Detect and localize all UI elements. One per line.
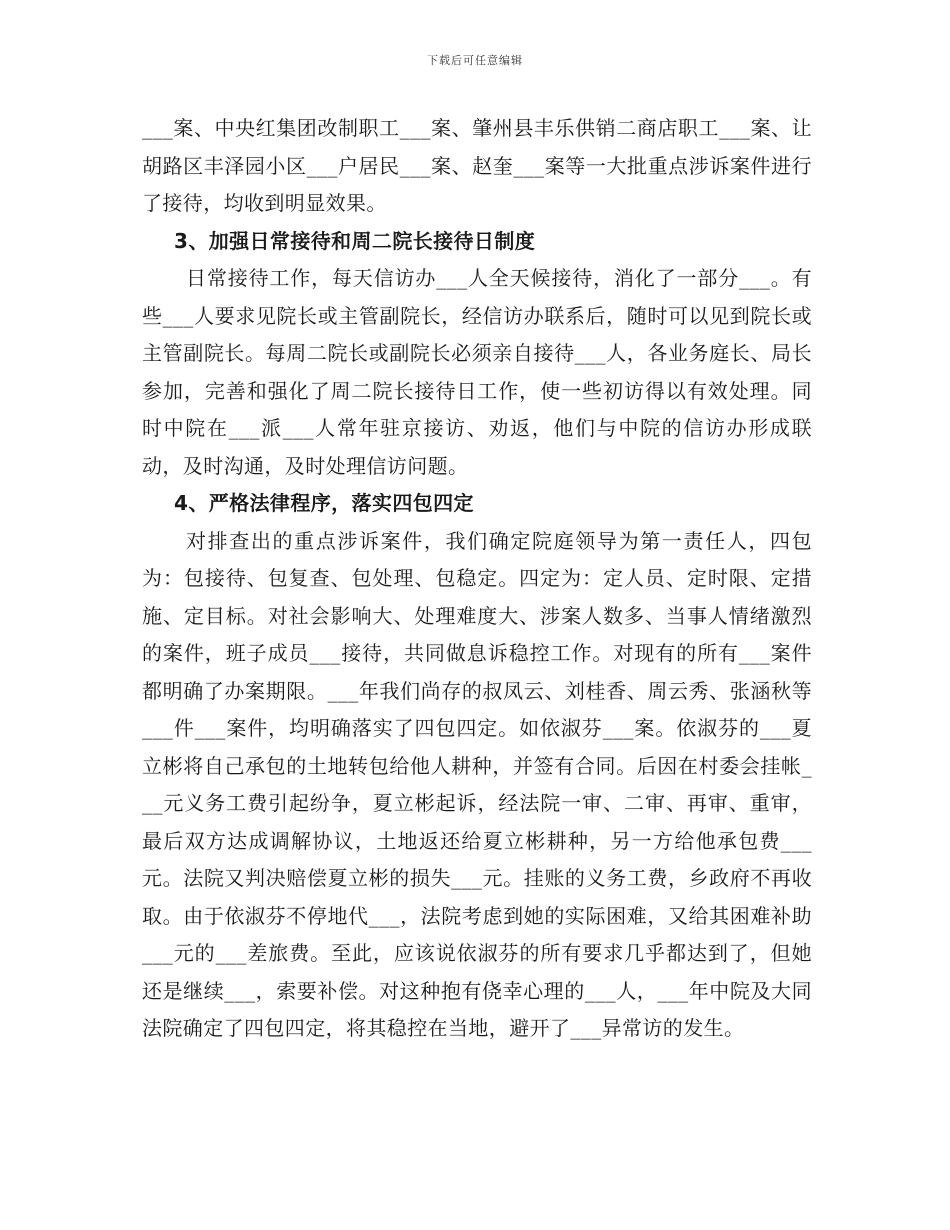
- paragraph-four-guarantees: 对排查出的重点涉诉案件，我们确定院庭领导为第一责任人，四包为：包接待、包复查、包处理、包稳定。四定为：定人员、定时限、定措施、定目标。对社会影响大、处理难度大、涉案人数多、当事人情绪激烈的案件，班子成员___接待，共同做息诉稳控工作。对现有的所有___案件都明确了办案期限。___年我们尚存的叔凤云、刘桂香、周云秀、张涵秋等___件___案件，均明确落实了四包四定。如依淑芬___案。依淑芬的___夏立彬将自己承包的土地转包给他人耕种，并签有合同。后因在村委会挂帐___元义务工费引起纷争，夏立彬起诉，经法院一审、二审、再审、重审，最后双方达成调解协议，土地返还给夏立彬耕种，另一方给他承包费___元。法院又判决赔偿夏立彬的损失___元。挂账的义务工费，乡政府不再收取。由于依淑芬不停地代___，法院考虑到她的实际困难，又给其困难补助___元的___差旅费。至此，应该说依淑芬的所有要求几乎都达到了，但她还是继续___，索要补偿。对这种抱有侥幸心理的___人，___年中院及大同法院确定了四包四定，将其稳控在当地，避开了___异常访的发生。: [142, 528, 812, 1040]
- section-heading-3: 3、加强日常接待和周二院长接待日制度: [174, 228, 536, 253]
- paragraph-daily-reception: 日常接待工作，每天信访办___人全天候接待，消化了一部分___。有些___人要求见院长或主管副院长，经信访办联系后，随时可以见到院长或主管副院长。每周二院长或副院长必须亲自接待___人，各业务庭长、局长参加，完善和强化了周二院长接待日工作，使一些初访得以有效处理。同时中院在___派___人常年驻京接访、劝返，他们与中院的信访办形成联动，及时沟通，及时处理信访问题。: [142, 266, 812, 478]
- document-body: [142, 110, 812, 1048]
- page-header: 下载后可任意编辑: [427, 54, 523, 67]
- paragraph-continued: ___案、中央红集团改制职工___案、肇州县丰乐供销二商店职工___案、让胡路区丰泽园小区___户居民___案、赵奎___案等一大批重点涉诉案件进行了接待，均收到明显效果。: [142, 116, 812, 215]
- section-heading-4: 4、严格法律程序，落实四包四定: [174, 491, 474, 515]
